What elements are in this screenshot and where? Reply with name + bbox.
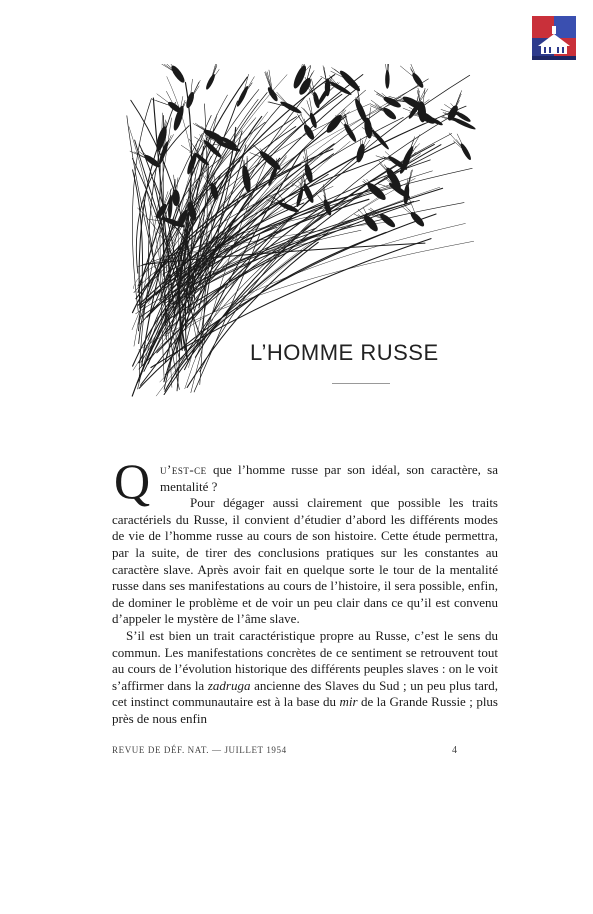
- paragraph-2-text-a: S’il est bien un trait caractéristique propre au Russe, c’est le sens du commun. Les manifestations concrètes de ce sentiment se retrouvent tout au cours de l’évolution historique des différents peuples slaves : on le voit s’affirmer dans la: [112, 627, 498, 693]
- opening-line: [112, 453, 498, 509]
- journal-logo: [532, 16, 576, 60]
- paragraph-2-text-b: ancienne des Slaves du Sud ; un peu plus tard, cet instinct communautaire est à la base du: [112, 677, 498, 710]
- page-number: 4: [452, 745, 457, 756]
- paragraph-2: [112, 628, 498, 728]
- term-zadruga: zadruga: [207, 677, 251, 693]
- term-mir: mir: [339, 694, 358, 710]
- building-emblem-icon: [532, 16, 576, 60]
- title-divider: [332, 383, 390, 384]
- drop-cap: Q: [114, 453, 151, 509]
- lead-rest: que l’homme russe par son idéal, son caractère, sa mentalité ?: [160, 462, 498, 494]
- lead-smallcaps: u’est-ce: [160, 462, 207, 477]
- footer-journal: REVUE DE DÉF. NAT. — JUILLET 1954: [112, 745, 287, 755]
- paragraph-1: Pour dégager aussi clairement que possible les traits caractériels du Russe, il convient d’étudier d’abord les différents modes de vie de l’homme russe au cours de son histoire. Cette étude permettra, par la suite, de tirer des conclusions pratiques sur les constantes au caractère slave. Après avoir fait en quelque sorte le tour de la mentalité russe dans ses manifestations au cours de l’histoire, il sera possible, enfin, de dominer le problème et de voir un peu clair dans ce qu’il est convenu d’appeler le mystère de l’âme slave.: [112, 495, 498, 627]
- paragraph-2-text-c: de la Grande Russie ; plus près de nous enfin: [112, 694, 498, 726]
- article-body: [112, 453, 498, 728]
- page-title: L’HOMME RUSSE: [250, 340, 439, 365]
